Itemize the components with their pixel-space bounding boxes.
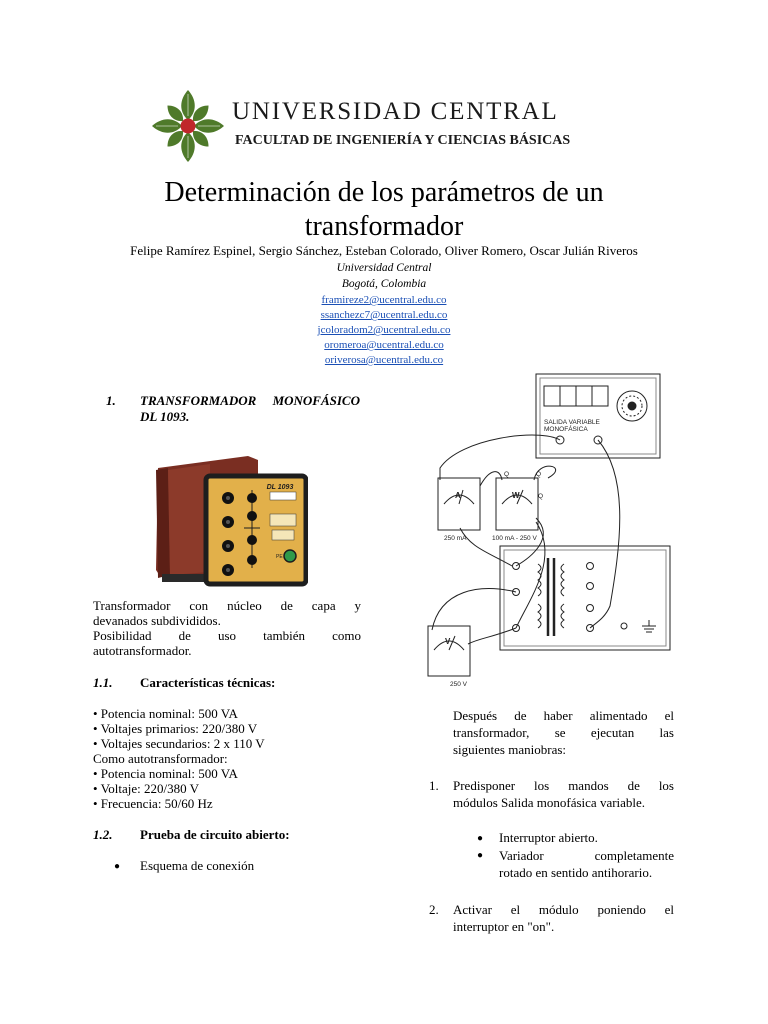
step-line: módulos Salida monofásica variable. bbox=[453, 795, 646, 810]
location: Bogotá, Colombia bbox=[341, 278, 427, 290]
affiliation: Universidad Central bbox=[336, 262, 432, 274]
voltmeter-symbol: V bbox=[445, 637, 451, 646]
subsection-number: 1.1. bbox=[93, 675, 113, 690]
diagram-label-salida: SALIDA VARIABLE bbox=[544, 419, 600, 426]
wattmeter-symbol: W bbox=[512, 491, 520, 500]
bullet-icon: ● bbox=[114, 861, 121, 872]
spec-line: • Voltaje: 220/380 V bbox=[93, 781, 200, 796]
step-line: Predisponer los mandos de los bbox=[453, 778, 674, 793]
email-link[interactable]: oromeroa@ucentral.edu.co bbox=[324, 339, 444, 351]
spec-line: • Potencia nominal: 500 VA bbox=[93, 766, 238, 781]
subsection-number: 1.2. bbox=[93, 827, 113, 842]
paper-title bbox=[100, 176, 668, 244]
paper-title-line1: Determinación de los parámetros de un bbox=[164, 177, 604, 208]
subsection-title: Características técnicas: bbox=[140, 675, 276, 690]
svg-text:PE: PE bbox=[276, 554, 283, 560]
sub-bullet-text: rotado en sentido antihorario. bbox=[499, 865, 653, 880]
ammeter-symbol: A bbox=[455, 491, 461, 500]
intro-line: siguientes maniobras: bbox=[453, 742, 567, 757]
faculty-name: FACULTAD DE INGENIERÍA Y CIENCIAS BÁSICAS bbox=[235, 133, 571, 148]
spec-line: • Frecuencia: 50/60 Hz bbox=[93, 796, 213, 811]
paper-authors: Felipe Ramírez Espinel, Sergio Sánchez, Esteban Colorado, Oliver Romero, Oscar Julián Riveros bbox=[130, 243, 638, 258]
email-link[interactable]: oriverosa@ucentral.edu.co bbox=[324, 354, 444, 366]
sub-bullet-text: Variador completamente bbox=[499, 848, 674, 863]
description-line: autotransformador. bbox=[93, 643, 192, 658]
sub-bullet-text: Interruptor abierto. bbox=[499, 830, 598, 845]
step-line: Activar el módulo poniendo el bbox=[453, 902, 674, 917]
intro-line: transformador, se ejecutan las bbox=[453, 725, 674, 740]
description-line: devanados subdivididos. bbox=[93, 613, 221, 628]
intro-line: Después de haber alimentado el bbox=[453, 708, 674, 723]
description-line: Posibilidad de uso también como bbox=[93, 628, 361, 643]
connection-diagram bbox=[420, 368, 678, 690]
section-number: 1. bbox=[106, 393, 116, 408]
photo-module-label: DL 1093 bbox=[266, 484, 294, 491]
bullet-icon: ● bbox=[477, 850, 484, 861]
bullet-text: Esquema de conexión bbox=[140, 858, 255, 873]
spec-line: Como autotransformador: bbox=[93, 751, 228, 766]
q-label: Q bbox=[504, 471, 510, 478]
subsection-title: Prueba de circuito abierto: bbox=[140, 827, 290, 842]
transformer-photo bbox=[148, 450, 308, 590]
email-link[interactable]: jcoloradom2@ucentral.edu.co bbox=[317, 324, 451, 336]
description-line: Transformador con núcleo de capa y bbox=[93, 598, 361, 613]
university-name: UNIVERSIDAD CENTRAL bbox=[232, 98, 559, 125]
email-list bbox=[200, 293, 568, 368]
wattmeter-range: 100 mA - 250 V bbox=[492, 535, 537, 542]
diagram-label-mono: MONOFÁSICA bbox=[544, 426, 588, 433]
email-link[interactable]: ssanchezc7@ucentral.edu.co bbox=[320, 309, 448, 321]
q-label: Q bbox=[536, 471, 542, 478]
step-number: 1. bbox=[429, 778, 439, 793]
section-title: TRANSFORMADOR MONOFÁSICO bbox=[140, 393, 360, 408]
email-link[interactable]: framireze2@ucentral.edu.co bbox=[321, 294, 447, 306]
step-line: interruptor en "on". bbox=[453, 919, 555, 934]
ammeter-range: 250 mA bbox=[444, 535, 467, 542]
section-title-line2: DL 1093. bbox=[140, 409, 190, 424]
university-logo-icon bbox=[150, 88, 226, 164]
spec-line: • Voltajes secundarios: 2 x 110 V bbox=[93, 736, 265, 751]
spec-line: • Potencia nominal: 500 VA bbox=[93, 706, 238, 721]
q-label: Q bbox=[538, 493, 544, 500]
bullet-icon: ● bbox=[477, 833, 484, 844]
spec-line: • Voltajes primarios: 220/380 V bbox=[93, 721, 258, 736]
step-number: 2. bbox=[429, 902, 439, 917]
paper-title-line2: transformador bbox=[304, 211, 464, 242]
voltmeter-range: 250 V bbox=[450, 681, 467, 688]
